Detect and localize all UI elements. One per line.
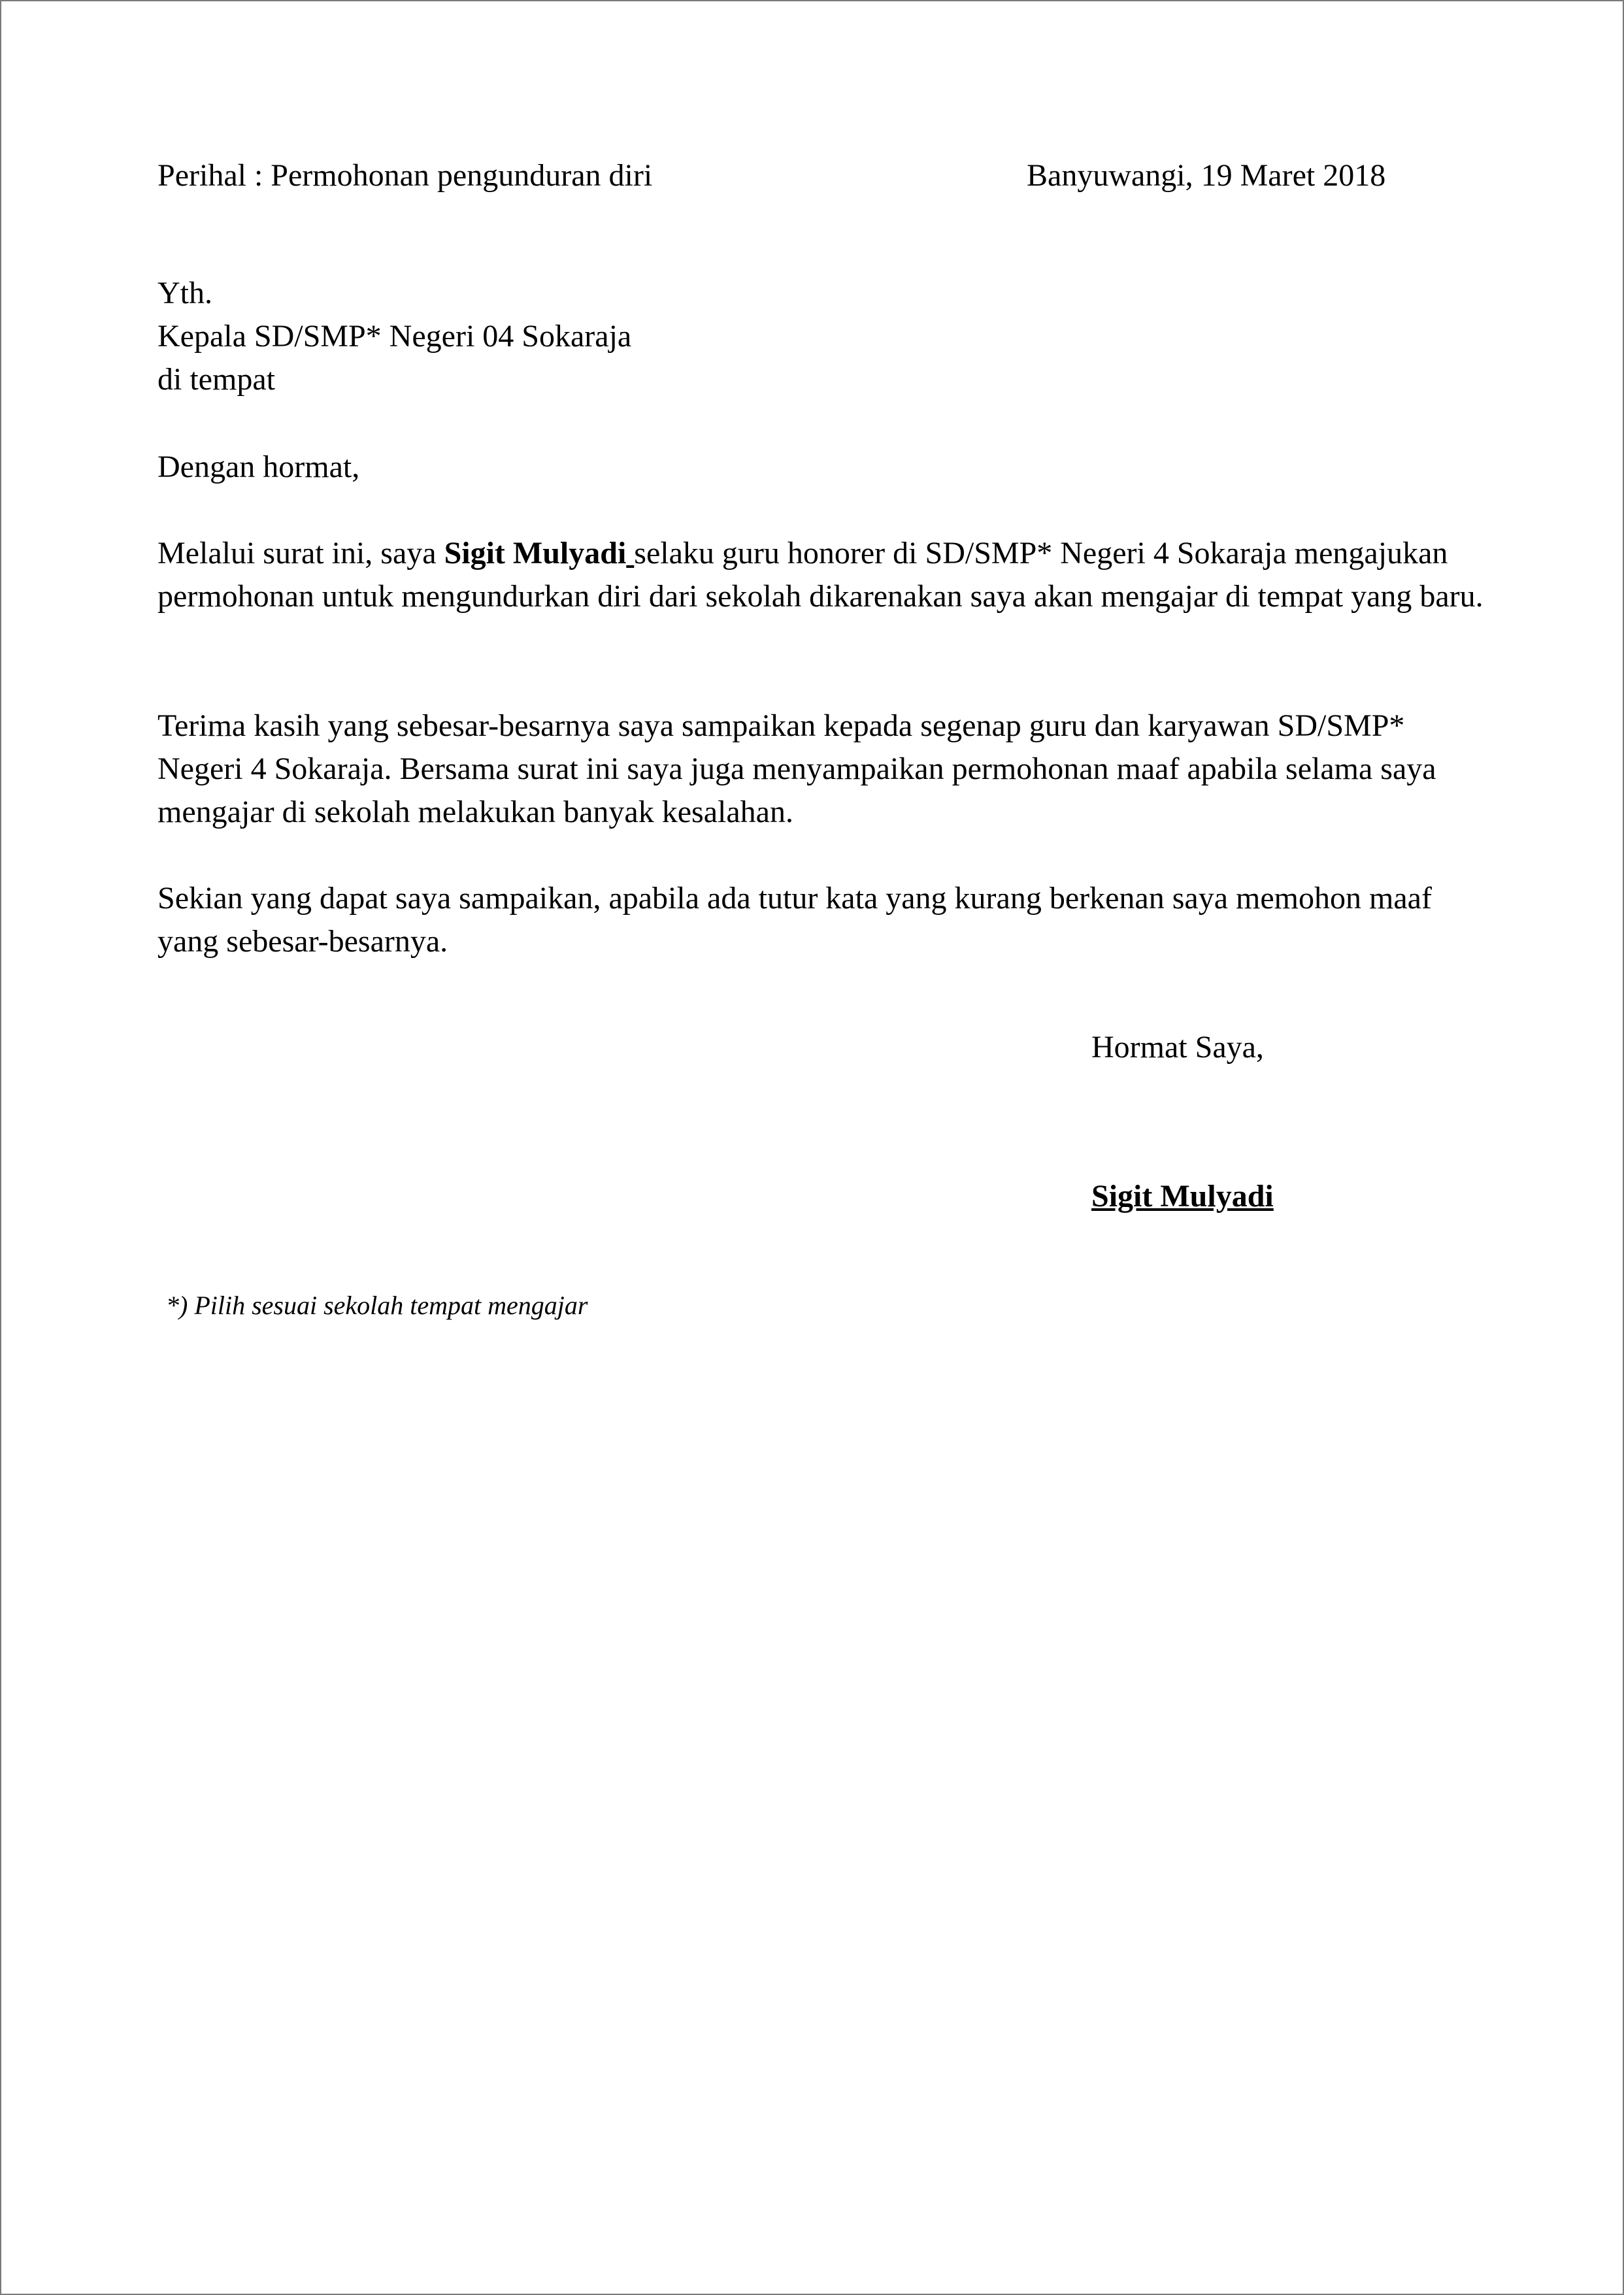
letter-subject: Perihal : Permohonan pengunduran diri — [157, 158, 653, 193]
underlined-space — [626, 536, 634, 570]
footnote: *) Pilih sesuai sekolah tempat mengajar — [166, 1291, 588, 1320]
signer-name: Sigit Mulyadi — [1091, 1179, 1274, 1214]
recipient-name: Kepala SD/SMP* Negeri 04 Sokaraja — [157, 319, 632, 354]
paragraph-closing: Sekian yang dapat saya sampaikan, apabila ada tutur kata yang kurang berkenan saya memohon maaf yang sebesar-besarnya. — [157, 881, 1432, 959]
sender-name-inline: Sigit Mulyadi — [444, 536, 627, 570]
paragraph-opening-rest: selaku guru honorer di SD/SMP* Negeri 4 Sokaraja mengajukan permohonan untuk mengundurkan diri dari sekolah dikarenakan saya akan mengajar di tempat yang baru. — [157, 536, 1483, 614]
recipient-location: di tempat — [157, 362, 275, 397]
paragraph-thanks: Terima kasih yang sebesar-besarnya saya sampaikan kepada segenap guru dan karyawan SD/SMP* Negeri 4 Sokaraja. Bersama surat ini saya juga menyampaikan permohonan maaf apabila selama saya mengajar di sekolah melakukan banyak kesalahan. — [157, 708, 1436, 829]
recipient-greeting: Yth. — [157, 276, 212, 310]
letter-place-date: Banyuwangi, 19 Maret 2018 — [1027, 158, 1386, 193]
salutation: Dengan hormat, — [157, 450, 360, 484]
paragraph-opening — [157, 532, 1484, 618]
paragraph-opening-lead: Melalui surat ini, saya — [157, 536, 444, 570]
closing-phrase: Hormat Saya, — [1091, 1030, 1264, 1065]
